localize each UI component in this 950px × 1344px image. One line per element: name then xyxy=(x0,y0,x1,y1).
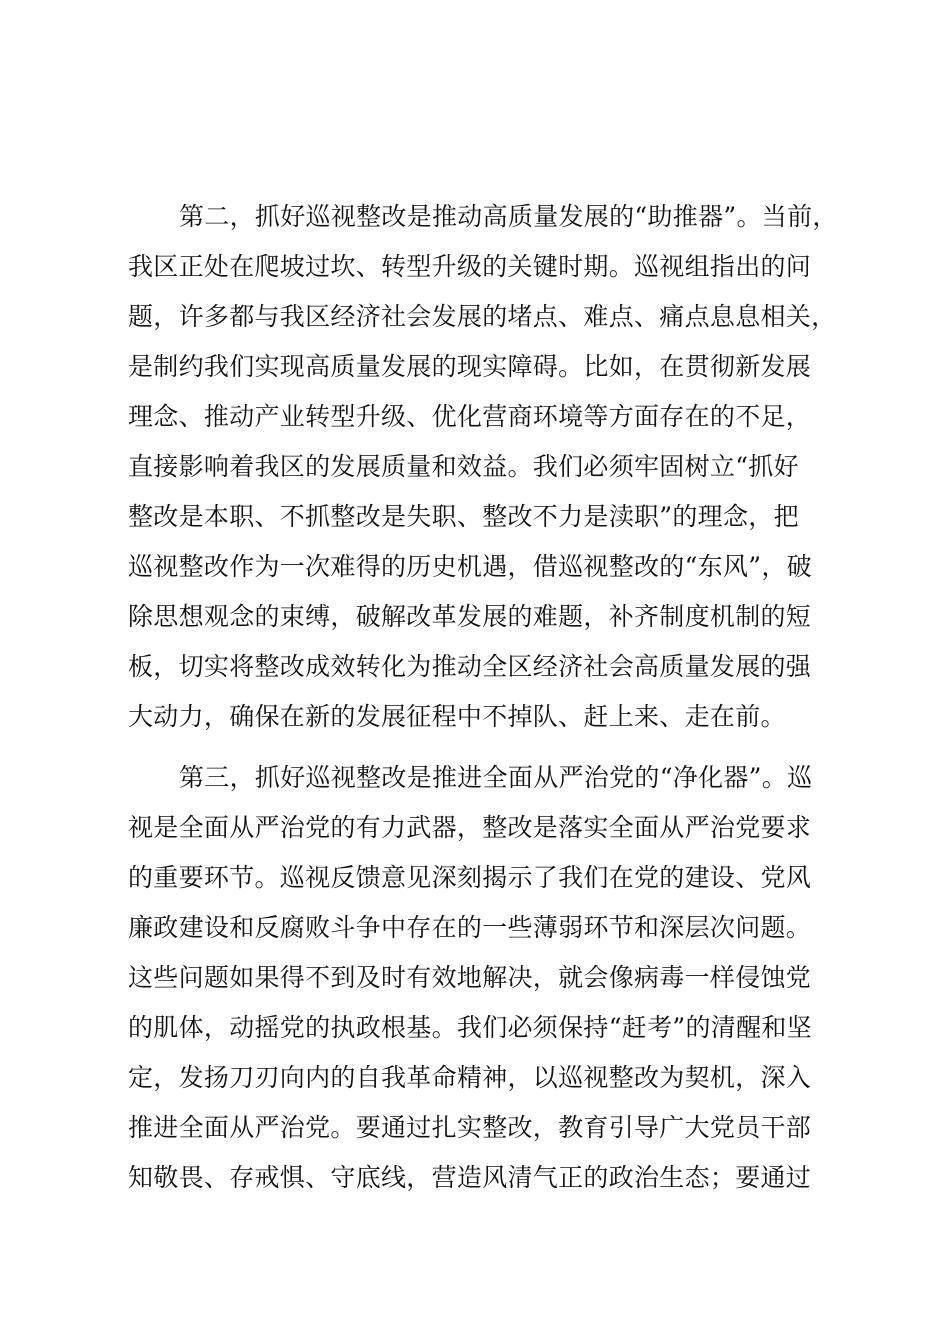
text-line: 第三，抓好巡视整改是推进全面从严治党的“净化器”。巡 xyxy=(179,763,813,792)
text-line: 廉政建设和反腐败斗争中存在的一些薄弱环节和深层次问题。 xyxy=(128,913,812,942)
text-line: 题，许多都与我区经济社会发展的堵点、难点、痛点息息相关， xyxy=(128,302,837,331)
text-line: 巡视整改作为一次难得的历史机遇，借巡视整改的“东风”，破 xyxy=(128,552,812,581)
text-line: 理念、推动产业转型升级、优化营商环境等方面存在的不足， xyxy=(128,402,812,431)
text-line: 板，切实将整改成效转化为推动全区经济社会高质量发展的强 xyxy=(128,652,812,681)
text-line: 视是全面从严治党的有力武器，整改是落实全面从严治党要求 xyxy=(128,813,812,842)
text-line: 定，发扬刀刃向内的自我革命精神，以巡视整改为契机，深入 xyxy=(128,1063,812,1092)
paragraph-second-point xyxy=(128,192,838,742)
text-line: 我区正处在爬坡过坎、转型升级的关键时期。巡视组指出的问 xyxy=(128,252,812,281)
text-line: 第二，抓好巡视整改是推动高质量发展的“助推器”。当前， xyxy=(179,202,838,231)
text-line: 的重要环节。巡视反馈意见深刻揭示了我们在党的建设、党风 xyxy=(128,863,812,892)
text-line: 这些问题如果得不到及时有效地解决，就会像病毒一样侵蚀党 xyxy=(128,963,812,992)
text-line: 大动力，确保在新的发展征程中不掉队、赶上来、走在前。 xyxy=(128,702,786,731)
body-text xyxy=(128,192,838,1203)
text-line: 整改是本职、不抓整改是失职、整改不力是渎职”的理念，把 xyxy=(128,502,799,531)
paragraph-third-point xyxy=(128,753,828,1203)
text-line: 直接影响着我区的发展质量和效益。我们必须牢固树立“抓好 xyxy=(128,452,799,481)
text-line: 除思想观念的束缚，破解改革发展的难题，补齐制度机制的短 xyxy=(128,602,812,631)
text-line: 知敬畏、存戒惧、守底线，营造风清气正的政治生态；要通过 xyxy=(128,1163,812,1192)
text-line: 的肌体，动摇党的执政根基。我们必须保持“赶考”的清醒和坚 xyxy=(128,1013,812,1042)
text-line: 是制约我们实现高质量发展的现实障碍。比如，在贯彻新发展 xyxy=(128,352,812,381)
text-line: 推进全面从严治党。要通过扎实整改，教育引导广大党员干部 xyxy=(128,1113,812,1142)
